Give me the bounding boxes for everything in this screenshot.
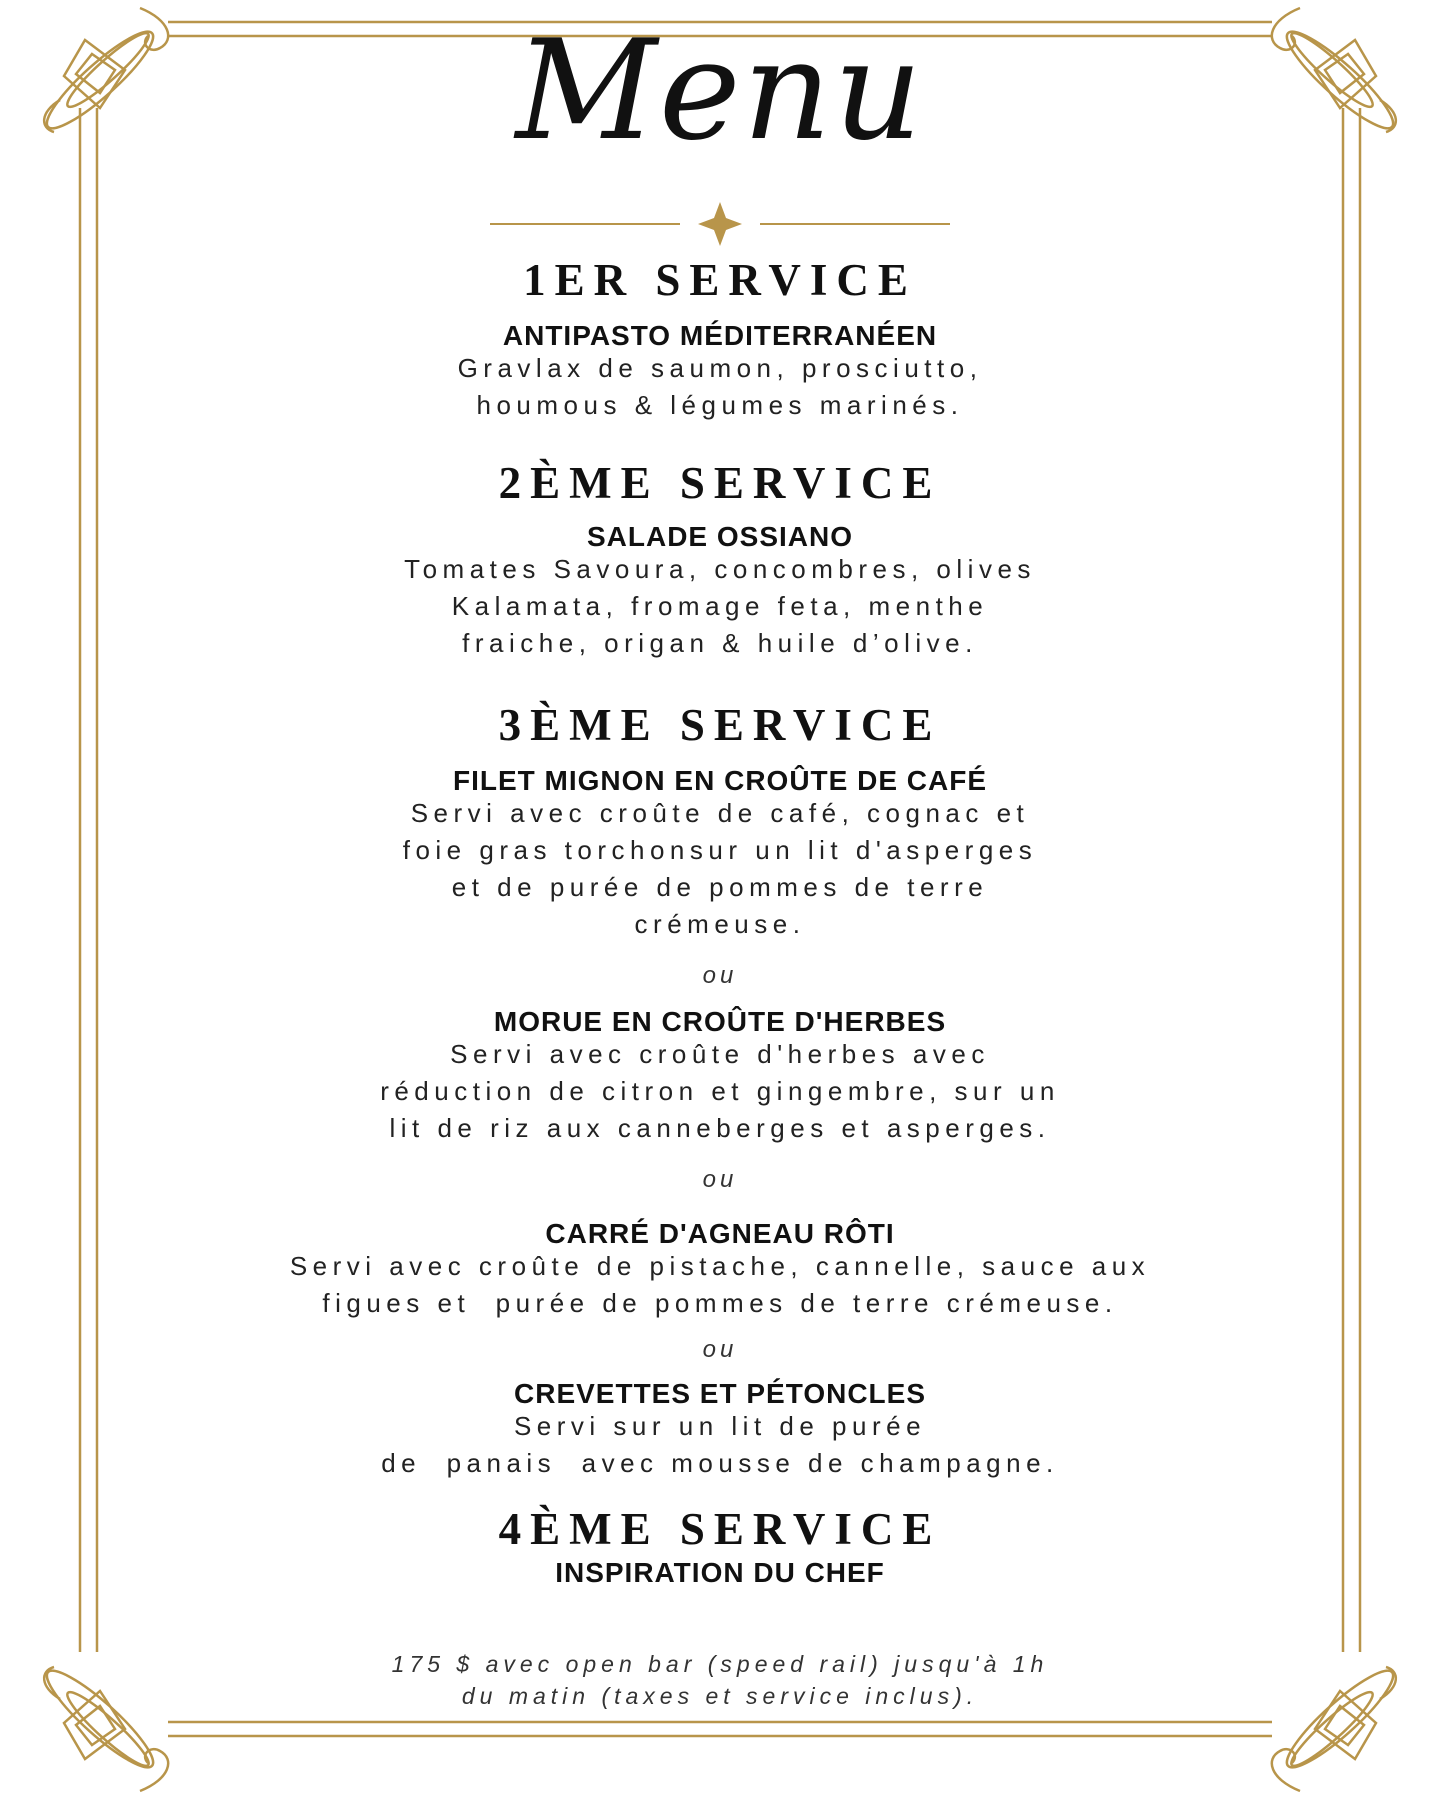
dish-name-salade: SALADE OSSIANO — [586, 521, 854, 552]
dish-description-crevettes — [0, 1408, 1440, 1482]
dish-name-antipasto: ANTIPASTO MÉDITERRANÉEN — [502, 320, 938, 351]
dish-description-salade — [0, 551, 1440, 662]
description-line: Gravlax de saumon, prosciutto, — [457, 353, 983, 383]
price-note — [0, 1648, 1440, 1712]
dish-name-inspiration-chef: INSPIRATION DU CHEF — [555, 1557, 885, 1588]
description-line: Tomates Savoura, concombres, olives — [404, 554, 1036, 584]
description-line: lit de riz aux canneberges et asperges. — [389, 1113, 1051, 1143]
course-heading-3: 3ÈME SERVICE — [498, 700, 942, 750]
dish-name-morue: MORUE EN CROÛTE D'HERBES — [493, 1006, 947, 1037]
dish-description-filet-mignon — [0, 795, 1440, 943]
course-heading-1: 1ER SERVICE — [523, 255, 917, 305]
description-line: houmous & légumes marinés. — [476, 390, 964, 420]
or-separator: ou — [702, 1336, 738, 1363]
dish-name-crevettes: CREVETTES ET PÉTONCLES — [514, 1378, 926, 1409]
dish-description-morue — [0, 1036, 1440, 1147]
price-line: du matin (taxes et service inclus). — [461, 1683, 979, 1709]
description-line: Kalamata, fromage feta, menthe — [451, 591, 989, 621]
dish-name-filet-mignon: FILET MIGNON EN CROÛTE DE CAFÉ — [453, 765, 987, 796]
title-divider — [490, 200, 950, 250]
dish-description-antipasto — [0, 350, 1440, 424]
description-line: Servi avec croûte d'herbes avec — [450, 1039, 990, 1069]
description-line: de panais avec mousse de champagne. — [381, 1448, 1059, 1478]
menu-title: Menu — [515, 10, 925, 171]
description-line: crémeuse. — [634, 909, 806, 939]
description-line: fraiche, origan & huile d’olive. — [462, 628, 978, 658]
description-line: réduction de citron et gingembre, sur un — [380, 1076, 1060, 1106]
description-line: Servi avec croûte de pistache, cannelle, sauce aux — [289, 1251, 1151, 1281]
course-heading-4: 4ÈME SERVICE — [498, 1504, 942, 1554]
description-line: et de purée de pommes de terre — [451, 872, 989, 902]
dish-name-carre-agneau: CARRÉ D'AGNEAU RÔTI — [545, 1218, 895, 1249]
price-line: 175 $ avec open bar (speed rail) jusqu'à 1h — [391, 1651, 1049, 1677]
description-line: figues et purée de pommes de terre crémeuse. — [322, 1288, 1118, 1318]
course-heading-2: 2ÈME SERVICE — [498, 458, 942, 508]
four-point-star-icon — [698, 202, 742, 246]
dish-description-carre-agneau — [0, 1248, 1440, 1322]
description-line: Servi avec croûte de café, cognac et — [410, 798, 1030, 828]
description-line: foie gras torchonsur un lit d'asperges — [402, 835, 1038, 865]
description-line: Servi sur un lit de purée — [513, 1411, 927, 1441]
or-separator: ou — [702, 1166, 738, 1193]
or-separator: ou — [702, 962, 738, 989]
